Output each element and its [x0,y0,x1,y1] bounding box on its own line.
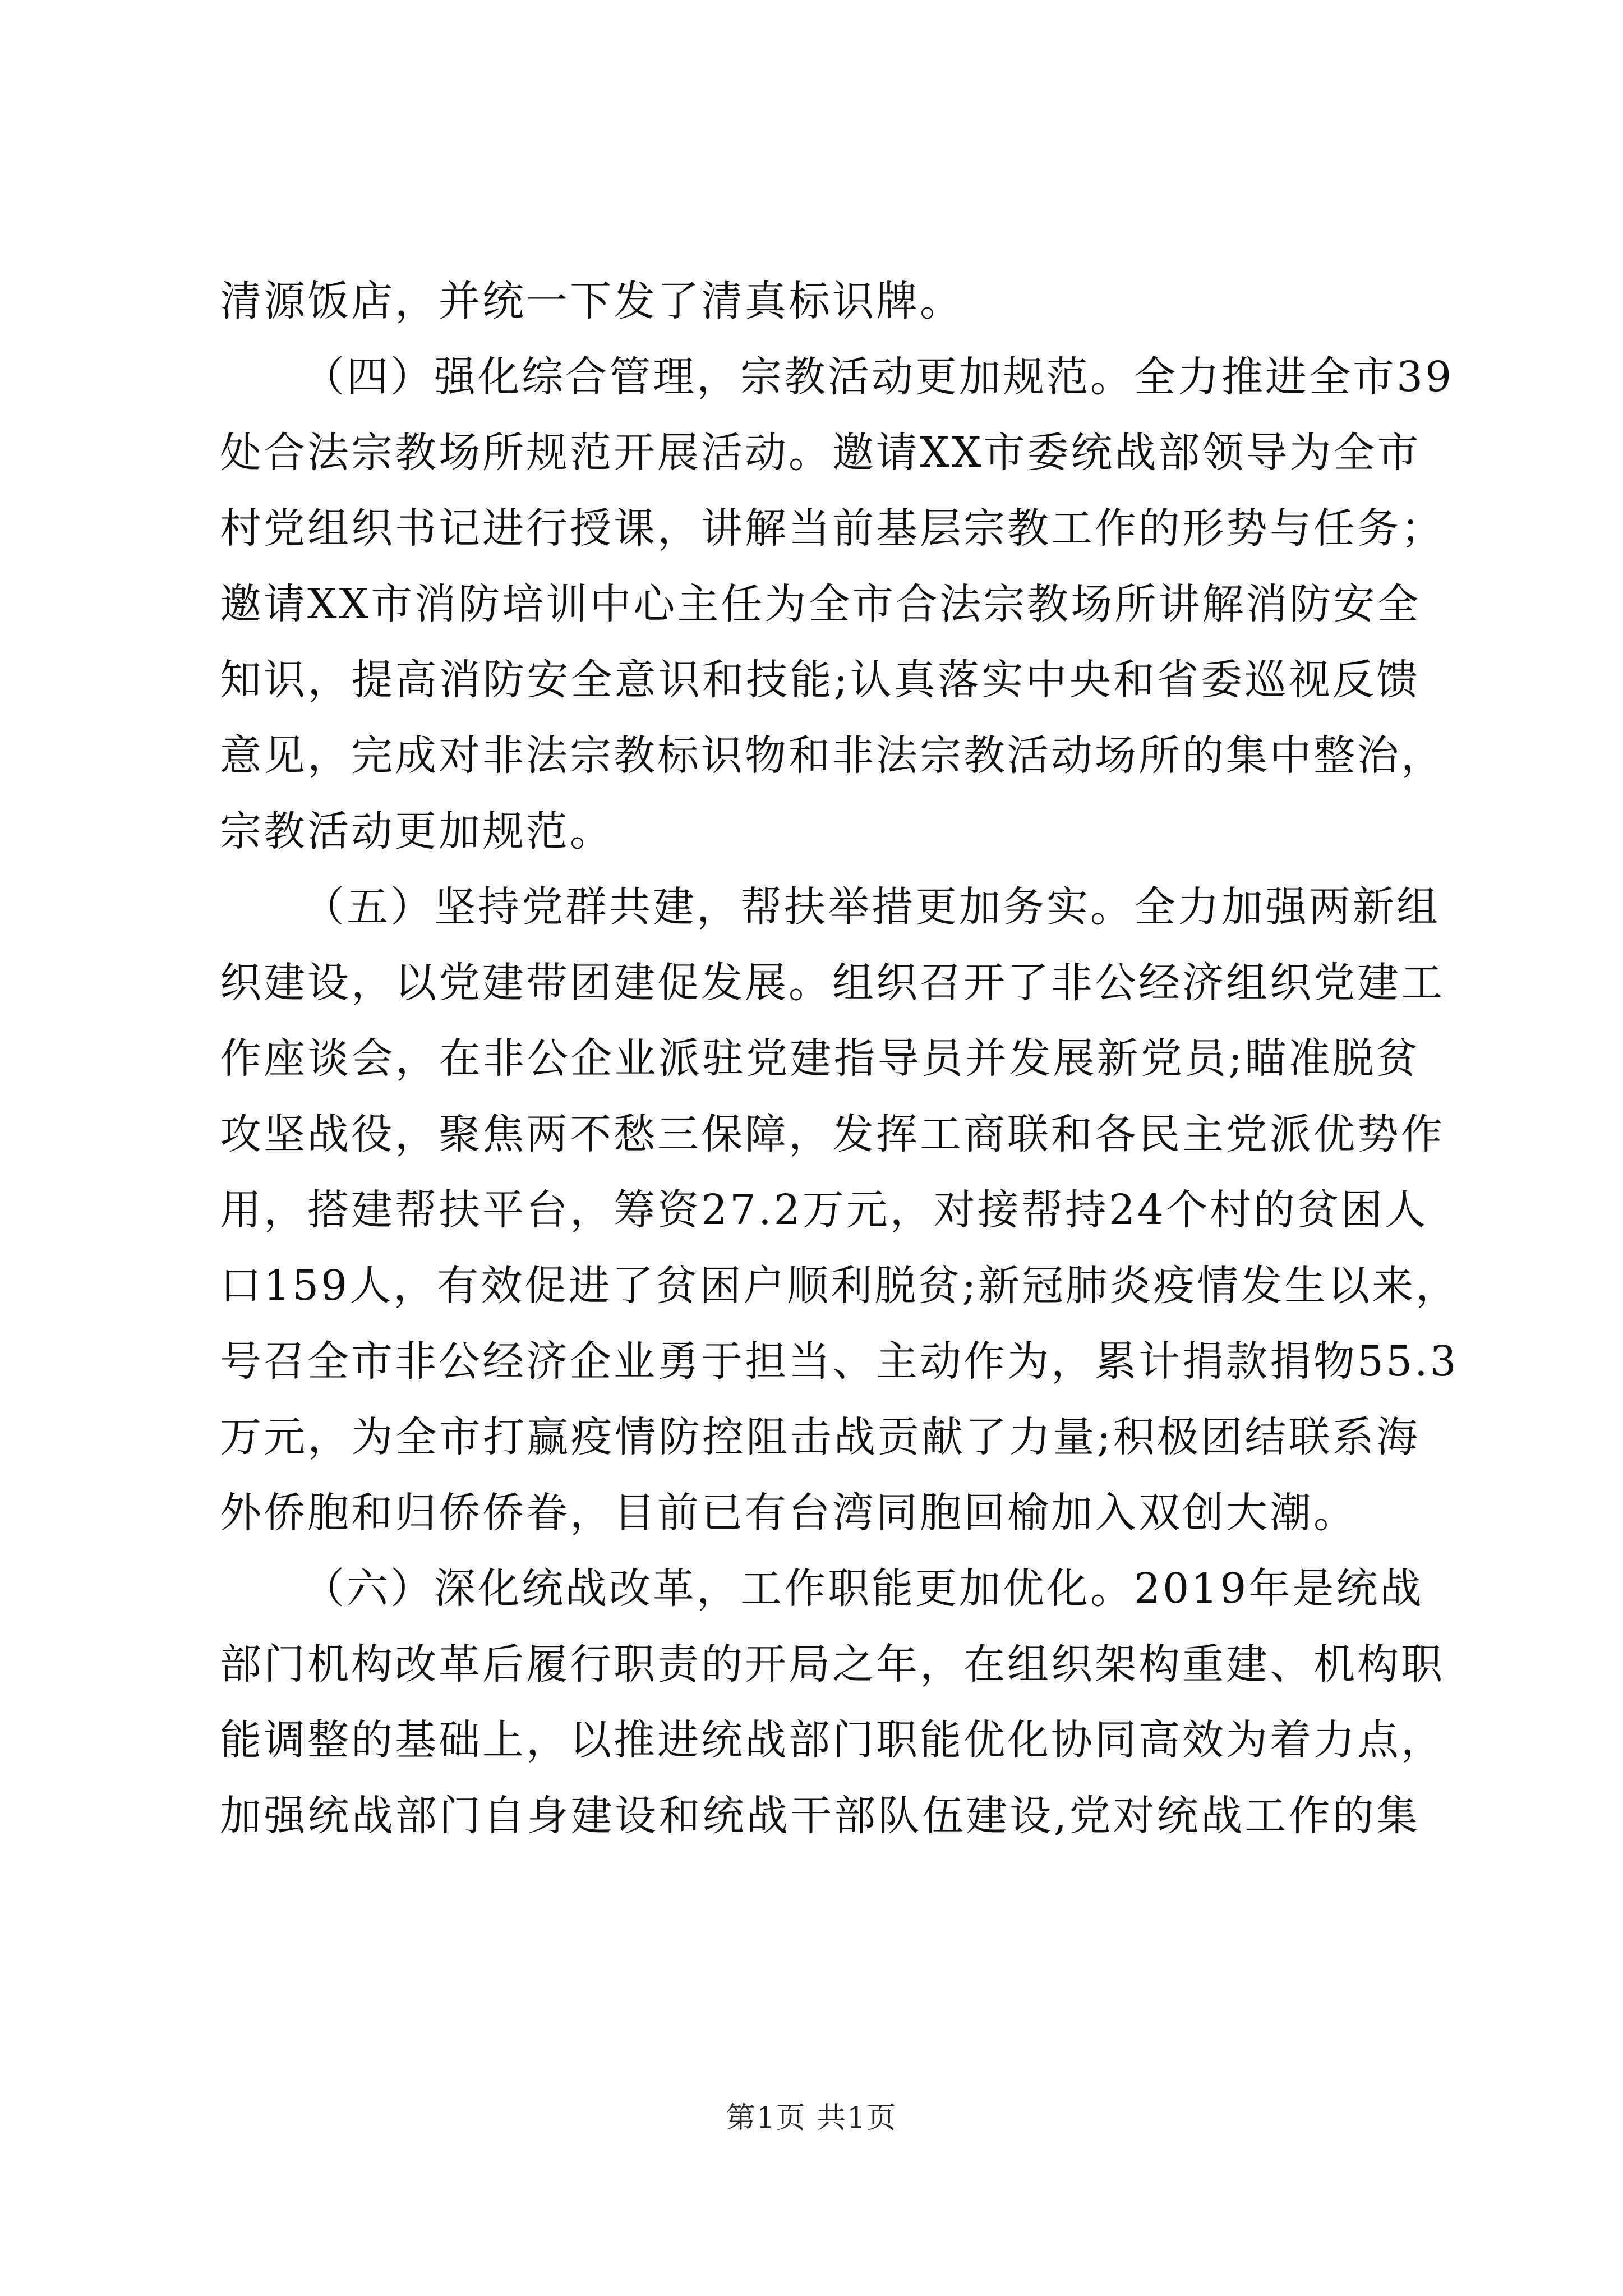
paragraph-4-heading-line: （四）强化综合管理，宗教活动更加规范。全力推进全市39 [303,353,1454,401]
text-line: 能调整的基础上，以推进统战部门职能优化协同高效为着力点， [220,1716,1445,1764]
text-line: 外侨胞和归侨侨眷，目前已有台湾同胞回榆加入双创大潮。 [220,1489,1357,1537]
text-line: 口159人，有效促进了贫困户顺利脱贫;新冠肺炎疫情发生以来， [220,1262,1460,1310]
text-line: 作座谈会，在非公企业派驻党建指导员并发展新党员;瞄准脱贫 [220,1034,1420,1083]
page-footer: 第1页 共1页 [726,2101,897,2135]
text-line: 用，搭建帮扶平台，筹资27.2万元，对接帮持24个村的贫困人 [220,1186,1428,1234]
text-line: 邀请XX市消防培训中心主任为全市合法宗教场所讲解消防安全 [220,580,1421,628]
text-line: 万元，为全市打赢疫情防控阻击战贡献了力量;积极团结联系海 [220,1413,1420,1461]
paragraph-5-heading-line: （五）坚持党群共建，帮扶举措更加务实。全力加强两新组 [303,883,1440,931]
text-line: 攻坚战役，聚焦两不愁三保障，发挥工商联和各民主党派优势作 [220,1110,1445,1158]
text-line: 清源饭店，并统一下发了清真标识牌。 [220,277,963,325]
text-line: 处合法宗教场所规范开展活动。邀请XX市委统战部领导为全市 [220,429,1421,477]
text-line: 加强统战部门自身建设和统战干部队伍建设,党对统战工作的集 [220,1792,1420,1840]
paragraph-6-heading-line: （六）深化统战改革，工作职能更加优化。2019年是统战 [303,1565,1424,1613]
text-line: 宗教活动更加规范。 [220,807,614,855]
text-line: 号召全市非公经济企业勇于担当、主动作为，累计捐款捐物55.3 [220,1337,1459,1386]
text-line: 知识，提高消防安全意识和技能;认真落实中央和省委巡视反馈 [220,656,1420,704]
text-line: 织建设，以党建带团建促发展。组织召开了非公经济组织党建工 [220,959,1445,1007]
text-line: 部门机构改革后履行职责的开局之年，在组织架构重建、机构职 [220,1640,1445,1688]
text-line: 村党组织书记进行授课，讲解当前基层宗教工作的形势与任务； [220,504,1445,553]
text-line: 意见，完成对非法宗教标识物和非法宗教活动场所的集中整治， [220,731,1445,780]
